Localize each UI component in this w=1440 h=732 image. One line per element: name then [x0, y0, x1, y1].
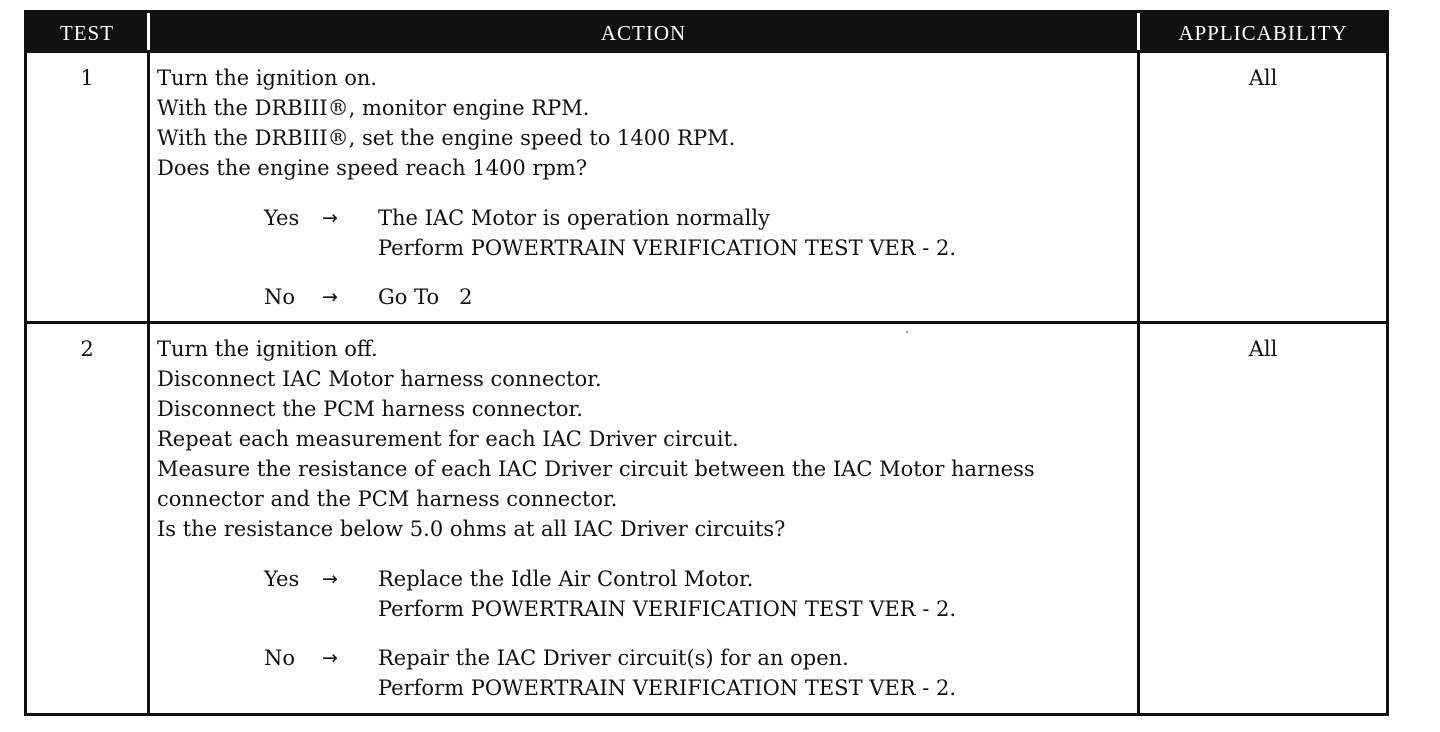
action-step: Repeat each measurement for each IAC Driver circuit. — [157, 427, 739, 451]
no-result — [378, 282, 1137, 312]
result-line: Perform POWERTRAIN VERIFICATION TEST VER - 2. — [378, 597, 957, 621]
answer-block — [264, 203, 1137, 312]
applicability-value: All — [1137, 321, 1386, 713]
yes-label: Yes — [264, 206, 300, 230]
result-line: Perform POWERTRAIN VERIFICATION TEST VER - 2. — [378, 236, 957, 260]
action-step: Does the engine speed reach 1400 rpm? — [157, 156, 588, 180]
action-step: Disconnect the PCM harness connector. — [157, 397, 583, 421]
result-line: Perform POWERTRAIN VERIFICATION TEST VER - 2. — [378, 676, 957, 700]
yes-answer — [264, 203, 1137, 263]
action-step: Is the resistance below 5.0 ohms at all IAC Driver circuits? — [157, 517, 786, 541]
no-answer — [264, 282, 1137, 312]
action-step: With the DRBIII®, set the engine speed to 1400 RPM. — [157, 126, 736, 150]
action-step: Measure the resistance of each IAC Driver circuit between the IAC Motor harness — [157, 457, 1035, 481]
action-step: connector and the PCM harness connector. — [157, 487, 618, 511]
yes-result — [378, 203, 1137, 263]
action-step: Disconnect IAC Motor harness connector. — [157, 367, 602, 391]
result-line: Go To 2 — [378, 285, 473, 309]
action-cell — [147, 50, 1137, 321]
arrow-right-icon: → — [322, 207, 338, 229]
no-result — [378, 643, 1137, 703]
yes-label: Yes — [264, 567, 300, 591]
test-number: 1 — [27, 50, 147, 321]
diagnostic-test-table — [24, 10, 1389, 716]
result-line: The IAC Motor is operation normally — [378, 206, 770, 230]
arrow-right-icon: → — [322, 568, 338, 590]
action-cell — [147, 321, 1137, 713]
yes-result — [378, 564, 1137, 624]
header-applicability: APPLICABILITY — [1137, 13, 1386, 50]
result-line: Repair the IAC Driver circuit(s) for an open. — [378, 646, 849, 670]
yes-answer — [264, 564, 1137, 624]
arrow-right-icon: → — [322, 647, 338, 669]
no-answer — [264, 643, 1137, 703]
arrow-right-icon: → — [322, 286, 338, 308]
action-step: Turn the ignition on. — [157, 66, 378, 90]
scan-speck — [906, 331, 908, 333]
answer-block — [264, 564, 1137, 703]
action-step: With the DRBIII®, monitor engine RPM. — [157, 96, 590, 120]
test-number: 2 — [27, 321, 147, 713]
no-label: No — [264, 646, 296, 670]
header-action: ACTION — [147, 13, 1137, 50]
applicability-value: All — [1137, 50, 1386, 321]
result-line: Replace the Idle Air Control Motor. — [378, 567, 754, 591]
action-step: Turn the ignition off. — [157, 337, 378, 361]
header-test: TEST — [27, 13, 147, 50]
no-label: No — [264, 285, 296, 309]
